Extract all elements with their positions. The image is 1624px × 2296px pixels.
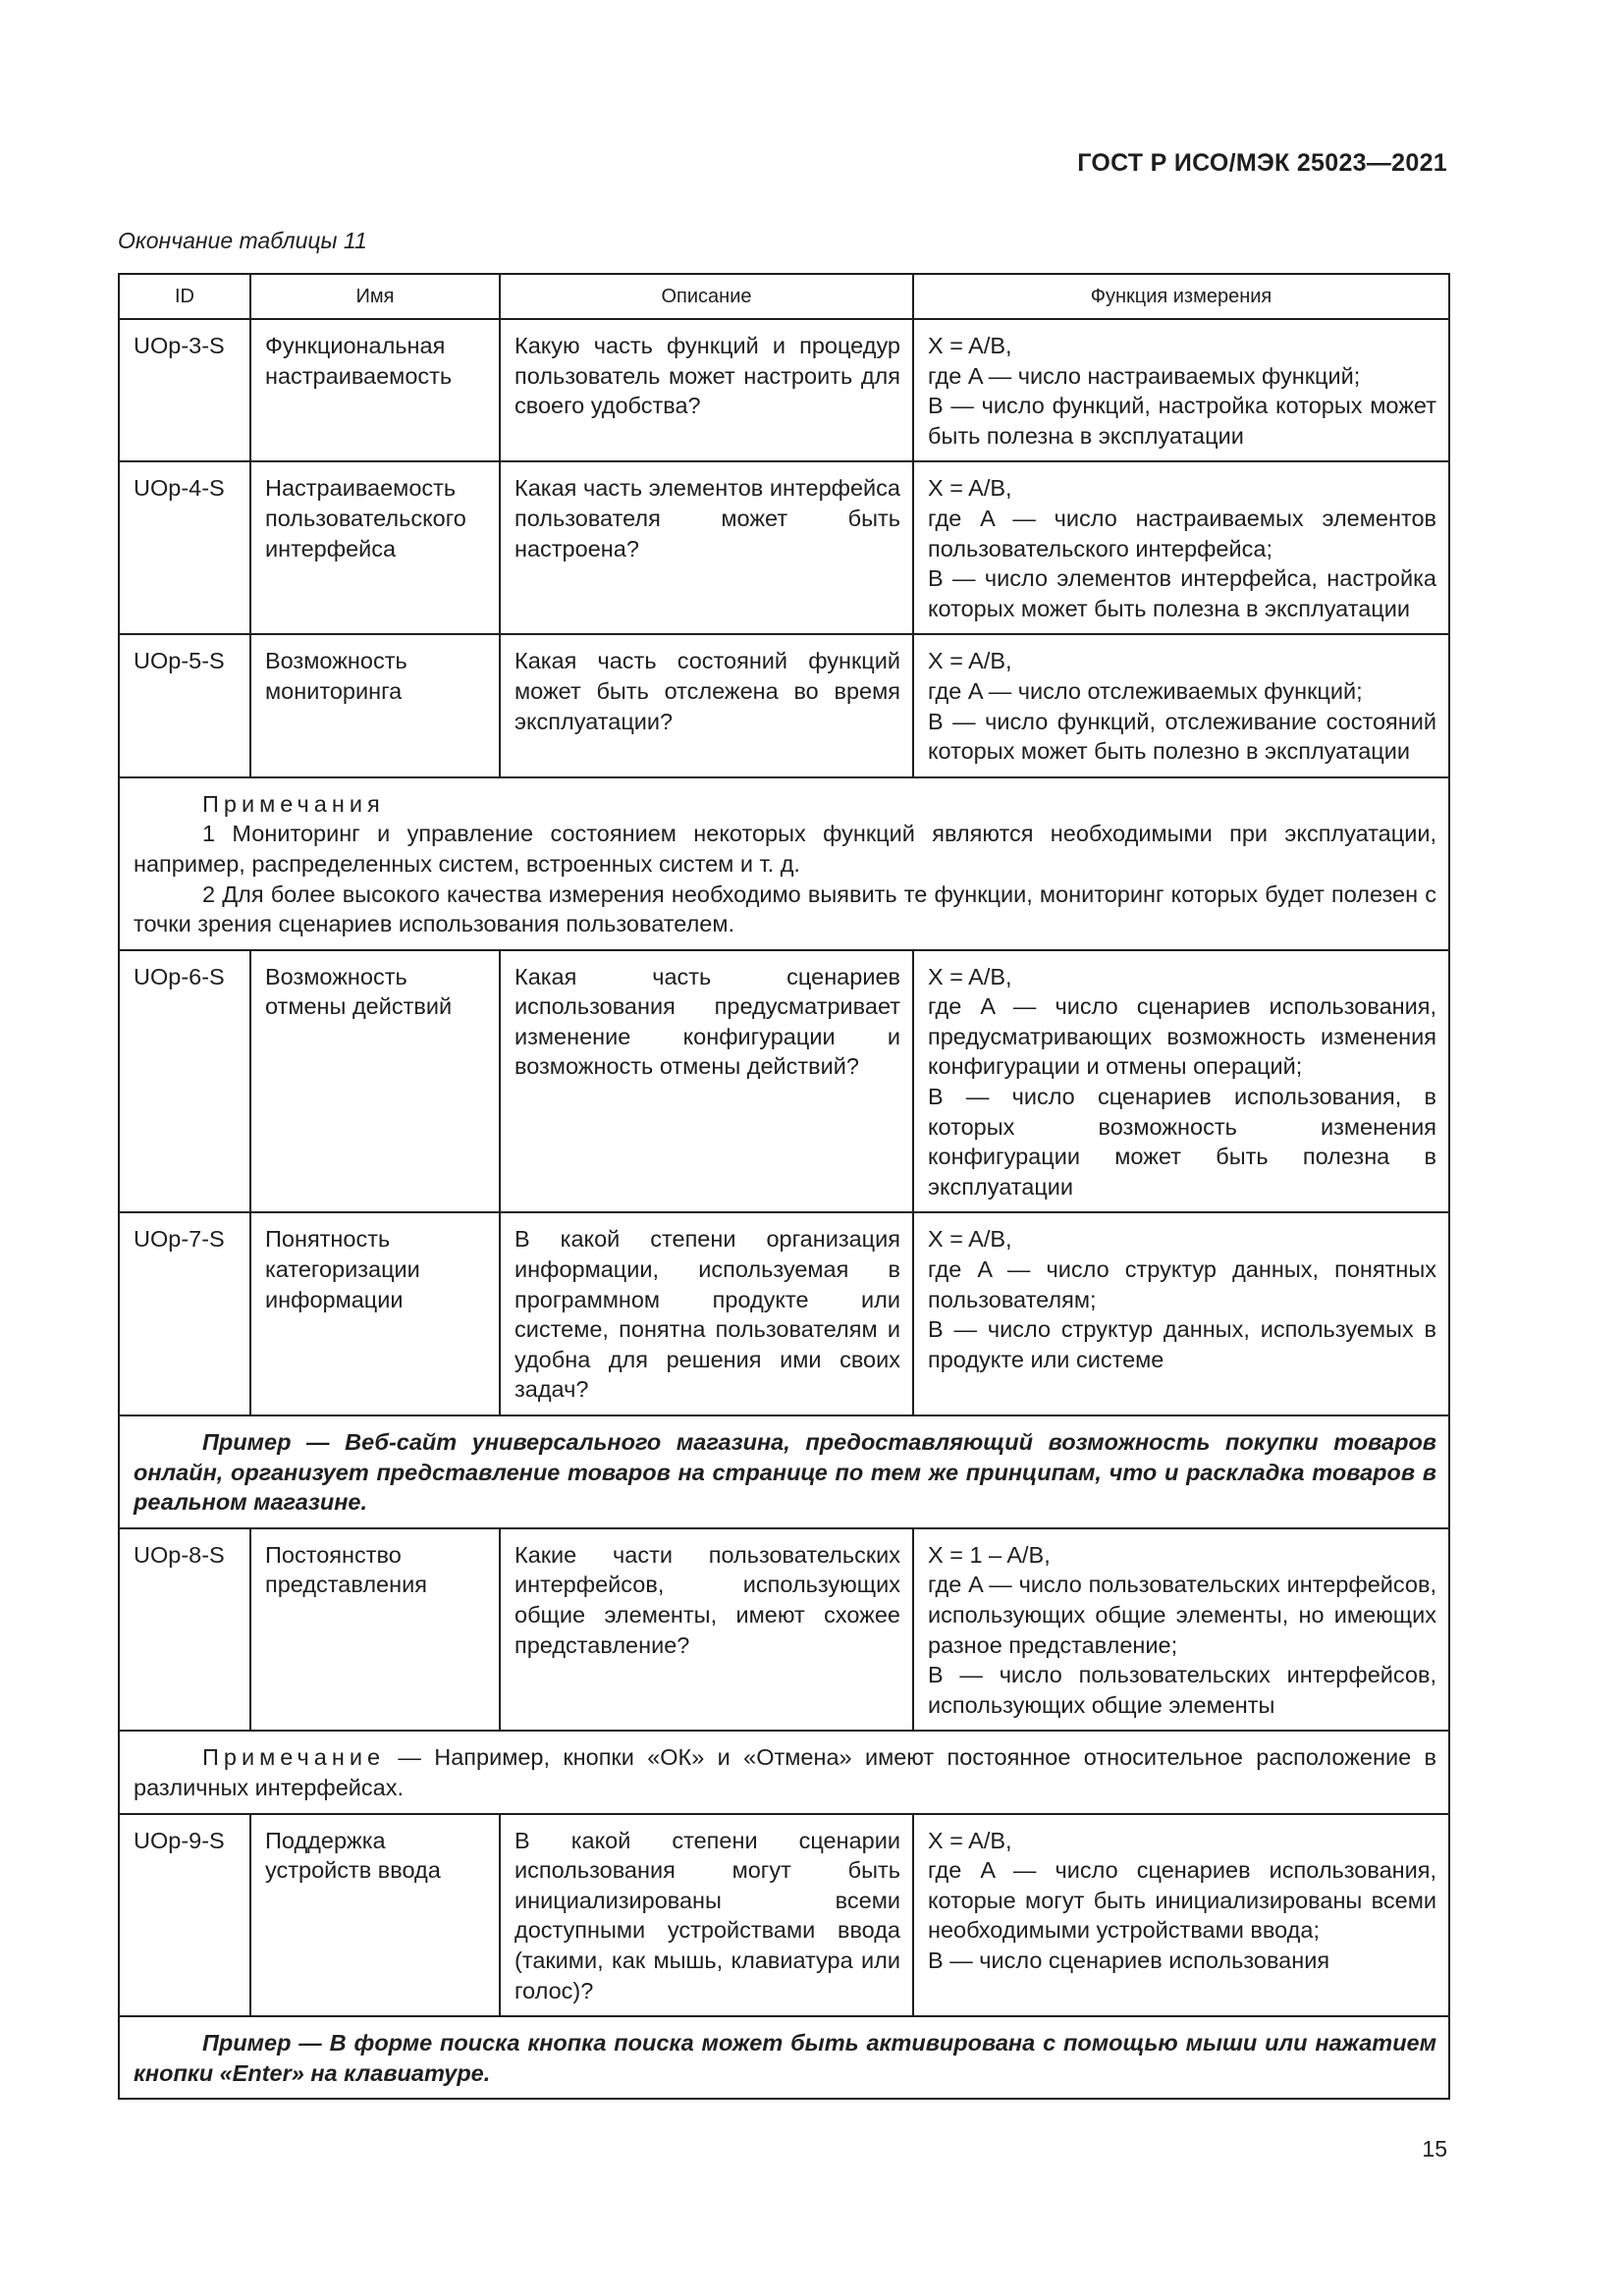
notes-cell: [119, 777, 1449, 950]
notes-title: Примечания: [202, 790, 385, 817]
row-description: Какая часть сценариев использования предусматривает изменение конфигурации и возможность отмены действий?: [500, 950, 913, 1213]
row-description: В какой степени сценарии использования могут быть инициализированы всеми доступными устройствами ввода (такими, как мышь, клавиатура или голос)?: [500, 1814, 913, 2017]
row-description: Какая часть состояний функций может быть отслежена во время эксплуатации?: [500, 634, 913, 776]
row-description: Какие части пользовательских интерфейсов, использующих общие элементы, имеют схожее представление?: [500, 1528, 913, 1732]
example-cell: [119, 2016, 1449, 2099]
row-description: Какую часть функций и процедур пользователь может настроить для своего удобства?: [500, 319, 913, 461]
example-row: [119, 2016, 1449, 2099]
table-row: [119, 319, 1449, 461]
table-header-row: [119, 274, 1449, 319]
row-function: X = A/B, где A — число настраиваемых функций; B — число функций, настройка которых может быть полезна в эксплуатации: [913, 319, 1449, 461]
column-header-description: Описание: [500, 274, 913, 319]
metrics-table: [118, 273, 1450, 2100]
example-text: Пример — Веб-сайт универсального магазина, предоставляющий возможность покупки товаров онлайн, организует представление товаров на странице по тем же принципам, что и раскладка товаров в реальном магазине.: [134, 1429, 1436, 1516]
row-function: X = A/B, где A — число структур данных, понятных пользователям; B — число структур данных, используемых в продукте или системе: [913, 1212, 1449, 1415]
row-name: Понятность категоризации информации: [250, 1212, 500, 1415]
row-name: Настраиваемость пользовательского интерфейса: [250, 461, 500, 634]
row-name: Функциональная настраиваемость: [250, 319, 500, 461]
row-function: X = A/B, где A — число сценариев использования, предусматривающих возможность изменения конфигурации и отмены операций; B — число сценариев использования, в которых возможность изменения конфигурации может быть полезна в эксплуатации: [913, 950, 1449, 1213]
row-function: X = A/B, где A — число отслеживаемых функций; B — число функций, отслеживание состояний которых может быть полезно в эксплуатации: [913, 634, 1449, 776]
row-id: UOp-8-S: [119, 1528, 250, 1732]
row-id: UOp-4-S: [119, 461, 250, 634]
table-row: [119, 1212, 1449, 1415]
document-header-title: ГОСТ Р ИСО/МЭК 25023—2021: [1077, 149, 1447, 177]
notes-cell: [119, 1731, 1449, 1813]
row-function: X = A/B, где A — число сценариев использования, которые могут быть инициализированы всеми необходимыми устройствами ввода; B — число сценариев использования: [913, 1814, 1449, 2017]
row-id: UOp-5-S: [119, 634, 250, 776]
table-row: [119, 1528, 1449, 1732]
note-item: 1 Мониторинг и управление состоянием некоторых функций являются необходимыми при эксплуатации, например, распределенных систем, встроенных систем и т. д.: [134, 821, 1436, 877]
note-item: [134, 1742, 1436, 1802]
column-header-id: ID: [119, 274, 250, 319]
row-name: Поддержка устройств ввода: [250, 1814, 500, 2017]
example-row: [119, 1415, 1449, 1528]
row-id: UOp-6-S: [119, 950, 250, 1213]
note-title: Примечание: [202, 1744, 386, 1771]
notes-row: [119, 1731, 1449, 1813]
row-name: Постоянство представления: [250, 1528, 500, 1732]
row-function: X = A/B, где A — число настраиваемых элементов пользовательского интерфейса; B — число элементов интерфейса, настройка которых может быть полезна в эксплуатации: [913, 461, 1449, 634]
table-row: [119, 950, 1449, 1213]
page-number: 15: [1422, 2136, 1447, 2162]
row-id: UOp-3-S: [119, 319, 250, 461]
table-row: [119, 634, 1449, 776]
row-description: Какая часть элементов интерфейса пользователя может быть настроена?: [500, 461, 913, 634]
row-id: UOp-7-S: [119, 1212, 250, 1415]
table-row: [119, 1814, 1449, 2017]
row-name: Возможность мониторинга: [250, 634, 500, 776]
column-header-name: Имя: [250, 274, 500, 319]
note-item: 2 Для более высокого качества измерения необходимо выявить те функции, мониторинг которых будет полезен с точки зрения сценариев использования пользователем.: [134, 881, 1436, 937]
table-caption: Окончание таблицы 11: [118, 228, 367, 253]
note-body: — Например, кнопки «ОК» и «Отмена» имеют постоянное относительное расположение в различных интерфейсах.: [134, 1744, 1437, 1800]
example-cell: [119, 1415, 1449, 1528]
column-header-function: Функция измерения: [913, 274, 1449, 319]
row-description: В какой степени организация информации, используемая в программном продукте или системе, понятна пользователям и удобна для решения ими своих задач?: [500, 1212, 913, 1415]
row-function: X = 1 – A/B, где A — число пользовательских интерфейсов, использующих общие элементы, но имеющих разное представление; B — число пользовательских интерфейсов, использующих общие элементы: [913, 1528, 1449, 1732]
row-name: Возможность отмены действий: [250, 950, 500, 1213]
example-text: Пример — В форме поиска кнопка поиска может быть активирована с помощью мыши или нажатием кнопки «Enter» на клавиатуре.: [134, 2030, 1436, 2086]
table-row: [119, 461, 1449, 634]
row-id: UOp-9-S: [119, 1814, 250, 2017]
notes-row: [119, 777, 1449, 950]
